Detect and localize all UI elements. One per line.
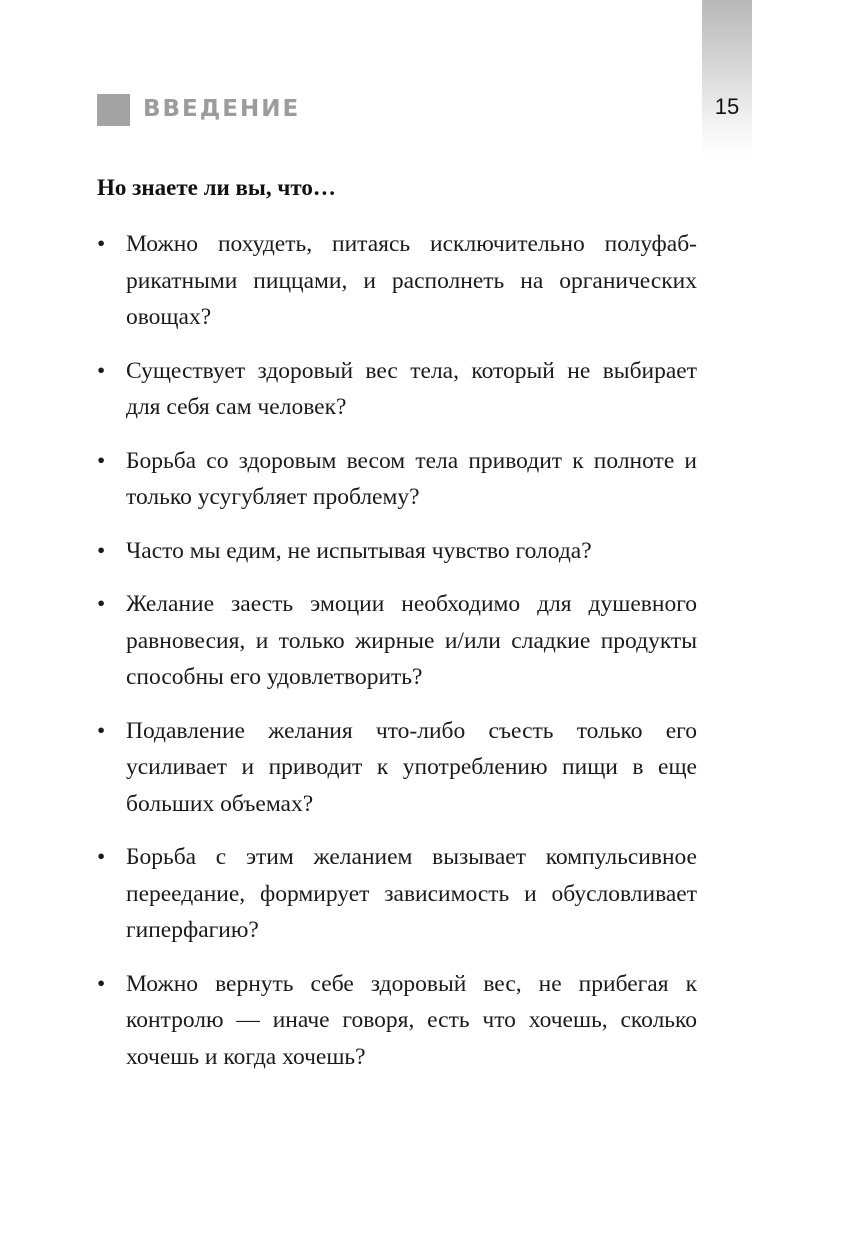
bullet-dot: • [97, 357, 106, 384]
list-item [97, 533, 697, 570]
list-item-text: Часто мы едим, не испытывая чувство голода? [126, 537, 592, 564]
page-number: 15 [714, 94, 740, 119]
list-item-text: Борьба со здоровым весом тела приводит к полноте и только усугубляет проблему? [126, 447, 697, 510]
list-item [97, 966, 697, 1076]
section-marker [97, 94, 130, 126]
list-item-text: Существует здоровый вес тела, который не выбирает для себя сам человек? [126, 357, 697, 420]
list-item [97, 353, 697, 426]
page-number-tab [702, 0, 752, 158]
bullet-dot: • [97, 591, 106, 617]
section-title: ВВЕДЕНИЕ [143, 96, 301, 122]
list-item-text: Желание заесть эмоции необходимо для душевного равновесия, и только жирные и/или сладкие продукты способны его удовлетворить? [126, 591, 697, 690]
list-item-text: Можно похудеть, питаясь исключительно полуфабрикатными пиццами, и располнеть на органических овощах? [126, 231, 697, 330]
list-item [97, 839, 697, 949]
bullet-dot: • [97, 231, 106, 257]
list-item [97, 443, 697, 516]
list-item-text: Можно вернуть себе здоровый вес, не прибегая к контролю — иначе говоря, есть что хочешь, сколько хочешь и когда хочешь? [126, 970, 697, 1070]
bullet-list [97, 226, 697, 1092]
bullet-dot: • [97, 537, 106, 564]
list-item [97, 713, 697, 823]
list-item [97, 586, 697, 696]
bullet-dot: • [97, 447, 106, 474]
lead-question: Но знаете ли вы, что… [97, 175, 336, 200]
list-item-text: Подавление желания что-либо съесть только его усиливает и приводит к употреблению пищи в еще больших объемах? [126, 717, 697, 817]
list-item-text: Борьба с этим желанием вызывает компульсивное переедание, формирует зависимость и обусловливает гиперфагию? [126, 844, 697, 943]
bullet-dot: • [97, 970, 106, 997]
bullet-dot: • [97, 844, 106, 870]
list-item [97, 226, 697, 336]
bullet-dot: • [97, 717, 106, 744]
